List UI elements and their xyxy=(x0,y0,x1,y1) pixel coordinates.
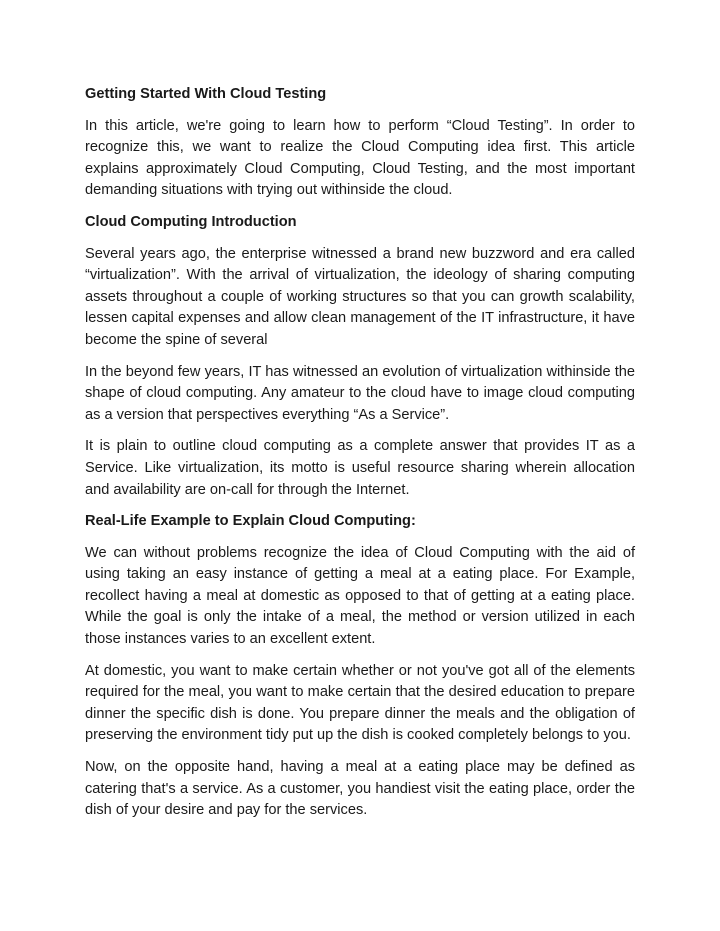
paragraph-restaurant: Now, on the opposite hand, having a meal at a eating place may be defined as catering that's a service. As a customer, you handiest visit the eating place, order the dish of your desire and pay for the services. xyxy=(85,759,635,819)
paragraph-at-home: At domestic, you want to make certain whether or not you've got all of the elements required for the meal, you want to make certain that the desired education to prepare dinner the specific dish is done. You prepare dinner the meals and the obligation of preserving the environment tidy put up the dish is cooked completely belongs to you. xyxy=(85,662,635,744)
paragraph-evolution: In the beyond few years, IT has witnessed an evolution of virtualization withinside the shape of cloud computing. Any amateur to the cloud have to image cloud computing as a version that perspectives everything “As a Service”. xyxy=(85,363,635,423)
document-body xyxy=(85,84,635,832)
section-heading-cloud-computing-intro: Cloud Computing Introduction xyxy=(85,213,297,230)
section-heading-real-life-example: Real-Life Example to Explain Cloud Computing: xyxy=(85,513,416,530)
paragraph-meal-example: We can without problems recognize the idea of Cloud Computing with the aid of using taking an easy instance of getting a meal at a eating place. For Example, recollect having a meal at domestic as opposed to that of getting at a eating place. While the goal is only the intake of a meal, the method or version utilized in each those instances varies to an excellent extent. xyxy=(85,544,635,648)
paragraph-virtualization: Several years ago, the enterprise witnessed a brand new buzzword and era called “virtualization”. With the arrival of virtualization, the ideology of sharing computing assets throughout a couple of working structures so that you can growth scalability, lessen capital expenses and allow clean management of the IT infrastructure, it have become the spine of several xyxy=(85,245,635,348)
section-heading-cloud-testing: Getting Started With Cloud Testing xyxy=(85,86,327,102)
paragraph-intro: In this article, we're going to learn how to perform “Cloud Testing”. In order to recognize this, we want to realize the Cloud Computing idea first. This article explains approximately Cloud Computing, Cloud Testing, and the most important demanding situations with trying out withinside the cloud. xyxy=(85,117,635,199)
paragraph-definition: It is plain to outline cloud computing as a complete answer that provides IT as a Service. Like virtualization, its motto is useful resource sharing wherein allocation and availability are on-call for through the Internet. xyxy=(85,438,635,498)
